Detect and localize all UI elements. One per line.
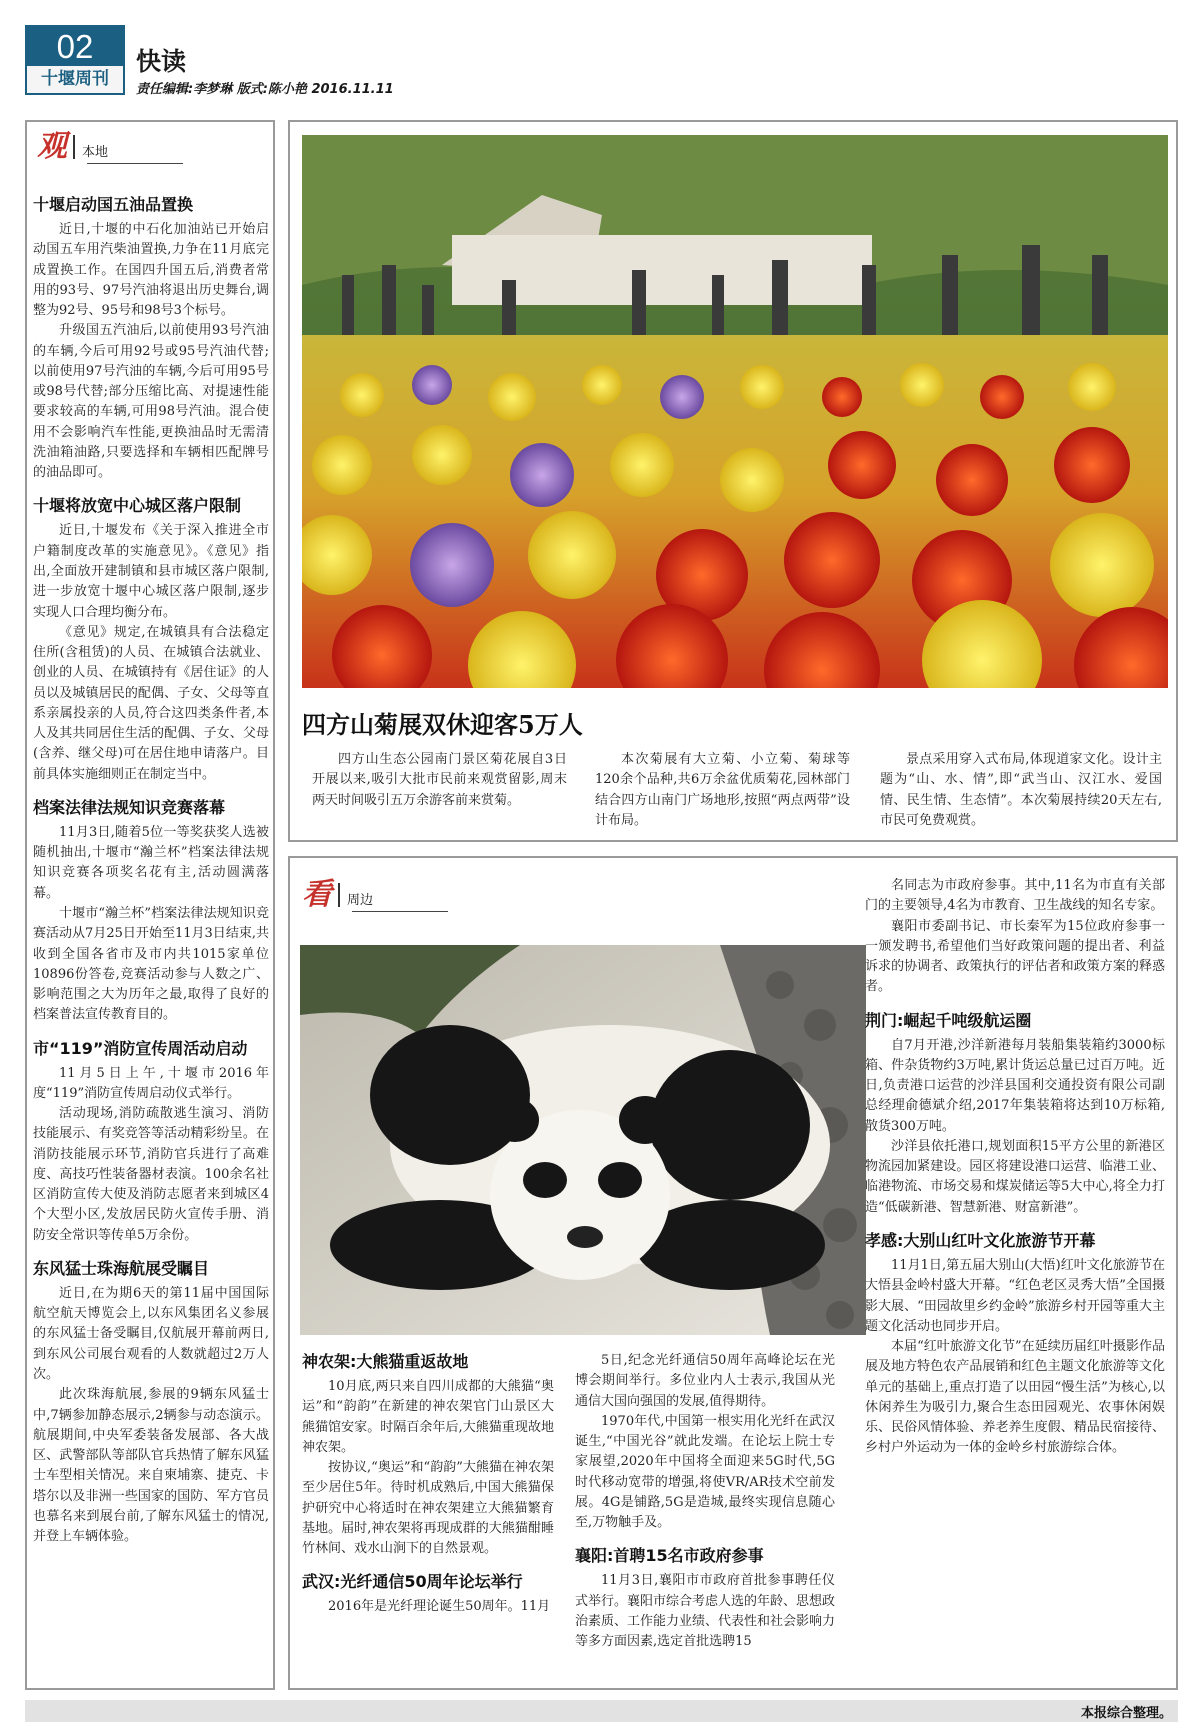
chrysanthemum-photo-art	[302, 135, 1168, 688]
article-paragraph: 十堰市“瀚兰杯”档案法律法规知识竞赛活动从7月25日开始至11月3日结束,共收到全国各省市及市内共1015家单位10896份答卷,竞赛活动参与人数之广、影响范围之大为历年之最,取得了良好的档案普法宣传教育目的。	[33, 905, 269, 1023]
article-title: 市“119”消防宣传周活动启动	[33, 1038, 248, 1058]
article-title: 十堰将放宽中心城区落户限制	[33, 496, 242, 516]
column-title: 快读	[136, 47, 187, 76]
regional-col-3	[865, 876, 1165, 1459]
page-number: 02	[27, 27, 123, 66]
article-paragraph: 11月5日上午,十堰市2016年度“119”消防宣传周启动仪式举行。	[33, 1065, 269, 1101]
article-paragraph: 襄阳市委副书记、市长秦军为15位政府参事一一颁发聘书,希望他们当好政策问题的提出者、利益诉求的协调者、政策执行的评估者和政策方案的释惑者。	[865, 918, 1165, 995]
article-title: 神农架:大熊猫重返故地	[302, 1352, 469, 1371]
regional-col-1	[302, 1351, 554, 1618]
section-label-text: 本地	[82, 145, 109, 160]
section-underline	[352, 911, 448, 912]
article-paragraph: 升级国五汽油后,以前使用93号汽油的车辆,今后可用92号或95号汽油代替;以前使用97号汽油的车辆,今后可用95号或98号代替;部分压缩比高、对提速性能要求较高的车辆,可用98号汽油。混合使用不会影响汽车性能,更换油品时无需清洗油箱油路,只要选择和车辆相匹配牌号的油品即可。	[33, 323, 269, 481]
local-news-column	[25, 120, 275, 1690]
section-label-local	[37, 129, 109, 164]
regional-col-2	[575, 1351, 835, 1652]
feature-paragraph: 四方山生态公园南门景区菊花展自3日开展以来,吸引大批市民前来观赏留影,周末两天时间吸引五万余游客前来赏菊。	[312, 752, 567, 808]
article-paragraph: 沙洋县依托港口,规划面积15平方公里的新港区物流园加紧建设。园区将建设港口运营、临港工业、临港物流、市场交易和煤炭储运等5大中心,将全力打造“低碳新港、智慧新港、财富新港”。	[865, 1138, 1165, 1215]
section-divider	[73, 135, 75, 159]
feature-paragraph: 本次菊展有大立菊、小立菊、菊球等120余个品种,共6万余盆优质菊花,园林部门结合四方山南门广场地形,按照“两点两带”设计布局。	[595, 752, 850, 828]
article-title: 荆门:崛起千吨级航运圈	[865, 1010, 1032, 1030]
feature-story	[288, 120, 1178, 842]
section-label-around	[302, 877, 374, 912]
regional-news	[288, 856, 1178, 1690]
page-number-badge	[25, 25, 125, 95]
section-label-text: 周边	[347, 893, 374, 908]
feature-text-col-2	[595, 750, 850, 831]
article-title: 东风猛士珠海航展受瞩目	[33, 1258, 210, 1278]
article-title: 档案法律法规知识竞赛落幕	[33, 797, 226, 817]
article-paragraph: 《意见》规定,在城镇具有合法稳定住所(含租赁)的人员、在城镇合法就业、创业的人员、在城镇持有《居住证》的人员以及城镇居民的配偶、子女、父母等直系亲属投亲的人员,符合这四类条件者,本人及其共同居住生活的配偶、子女、父母(含养、继父母)可在居住地申请落户。目前具体实施细则正在制定当中。	[33, 624, 269, 782]
feature-text-col-3	[880, 750, 1162, 831]
article-paragraph: 名同志为市政府参事。其中,11名为市直有关部门的主要领导,4名为市教育、卫生战线的知名专家。	[865, 878, 1165, 914]
paper-name: 十堰周刊	[27, 66, 123, 93]
section-divider	[338, 883, 340, 907]
article-title: 十堰启动国五油品置换	[33, 195, 194, 214]
section-underline	[87, 163, 183, 164]
article-paragraph: 11月3日,襄阳市市政府首批参事聘任仪式举行。襄阳市综合考虑人选的年龄、思想政治素质、工作能力业绩、代表性和社会影响力等多方面因素,选定首批选聘15	[575, 1573, 836, 1650]
article-paragraph: 近日,在为期6天的第11届中国国际航空航天博览会上,以东风集团名义参展的东风猛士备受瞩目,仅航展开幕前两日,到东风公司展台观看的人数就超过2万人次。	[33, 1285, 269, 1383]
article-paragraph: 近日,十堰的中石化加油站已开始启动国五车用汽柴油置换,力争在11月底完成置换工作。在国四升国五后,消费者常用的93号、97号汽油将退出历史舞台,调整为92号、95号和98号3个标号。	[33, 222, 269, 319]
local-news-list	[33, 194, 269, 1547]
editor-credits: 责任编辑:李梦琳 版式:陈小艳 2016.11.11	[136, 82, 394, 97]
feature-paragraph: 景点采用穿入式布局,体现道家文化。设计主题为“山、水、情”,即“武当山、汉江水、爱国情、民生情、生态情”。本次菊展持续20天左右,市民可免费观赏。	[880, 752, 1162, 828]
article-title: 武汉:光纤通信50周年论坛举行	[302, 1572, 523, 1592]
giant-panda-photo	[300, 945, 866, 1335]
article-paragraph: 近日,十堰发布《关于深入推进全市户籍制度改革的实施意见》。《意见》指出,全面放开建制镇和县市城区落户限制,进一步放宽十堰中心城区落户限制,逐步实现人口合理均衡分布。	[33, 523, 269, 620]
article-paragraph: 此次珠海航展,参展的9辆东风猛士中,7辆参加静态展示,2辆参与动态演示。航展期间,中央军委装备发展部、各大战区、武警部队等部队官兵热情了解东风猛士车型相关情况。来自柬埔寨、捷克、卡塔尔以及非洲一些国家的国防、军方官员也慕名来到展台前,了解东风猛士的情况,并登上车辆体验。	[33, 1387, 269, 1545]
section-glyph: 看	[302, 877, 332, 912]
article-paragraph: 活动现场,消防疏散逃生演习、消防技能展示、有奖竞答等活动精彩纷呈。在消防技能展示环节,消防官兵进行了高难度、高技巧性装备器材表演。100余名社区消防宣传大使及消防志愿者来到城区4个大型小区,发放居民防火宣传手册、消防安全常识等传单5万余份。	[33, 1106, 269, 1243]
article-paragraph: 按协议,“奥运”和“韵韵”大熊猫在神农架至少居住5年。待时机成熟后,中国大熊猫保护研究中心将适时在神农架建立大熊猫繁育基地。届时,神农架将再现成群的大熊猫酣睡竹林间、戏水山涧下的自然景观。	[302, 1460, 554, 1557]
section-glyph: 观	[37, 129, 67, 164]
feature-text-col-1	[312, 750, 567, 811]
chrysanthemum-photo	[302, 135, 1168, 688]
footer-bar	[25, 1700, 1178, 1722]
article-title: 孝感:大别山红叶文化旅游节开幕	[865, 1230, 1096, 1250]
article-paragraph: 5日,纪念光纤通信50周年高峰论坛在光博会期间举行。多位业内人士表示,我国从光通信大国向强国的发展,值得期待。	[575, 1353, 835, 1409]
giant-panda-photo-art	[300, 945, 866, 1335]
footer-note: 本报综合整理。	[1080, 1706, 1172, 1721]
article-paragraph: 2016年是光纤理论诞生50周年。11月	[328, 1599, 551, 1615]
article-paragraph: 1970年代,中国第一根实用化光纤在武汉诞生,“中国光谷”就此发端。在论坛上院士专家展望,2020年中国将全面迎来5G时代,5G时代移动宽带的增强,将使VR/AR技术空前发展。4G是铺路,5G是造城,最终实现信息随心至,万物触手及。	[575, 1413, 835, 1531]
article-paragraph: 11月3日,随着5位一等奖获奖人选被随机抽出,十堰市“瀚兰杯”档案法律法规知识竞赛各项奖名花有主,活动圆满落幕。	[33, 824, 269, 901]
article-paragraph: 自7月开港,沙洋新港每月装船集装箱约3000标箱、件杂货物约3万吨,累计货运总量已过百万吨。近日,负责港口运营的沙洋县国利交通投资有限公司副总经理俞德斌介绍,2017年集装箱将达到10万标箱,散货300万吨。	[865, 1037, 1165, 1134]
article-paragraph: 本届“红叶旅游文化节”在延续历届红叶摄影作品展及地方特色农产品展销和红色主题文化旅游等文化单元的基础上,重点打造了以田园“慢生活”为核心,以休闲养生为吸引力,聚合生态田园观光、农事休闲娱乐、民俗风情体验、养老养生度假、精品民宿接待、乡村户外运动为一体的金岭乡村旅游综合体。	[865, 1339, 1165, 1456]
feature-headline: 四方山菊展双休迎客5万人	[302, 710, 583, 739]
article-paragraph: 11月1日,第五届大别山(大悟)红叶文化旅游节在大悟县金岭村盛大开幕。“红色老区灵秀大悟”全国摄影大展、“田园故里乡约金岭”旅游乡村开园等重大主题文化活动也同步开启。	[865, 1257, 1165, 1334]
article-paragraph: 10月底,两只来自四川成都的大熊猫“奥运”和“韵韵”在新建的神农架官门山景区大熊猫馆安家。时隔百余年后,大熊猫重现故地神农架。	[302, 1379, 554, 1455]
article-title: 襄阳:首聘15名市政府参事	[575, 1546, 764, 1566]
